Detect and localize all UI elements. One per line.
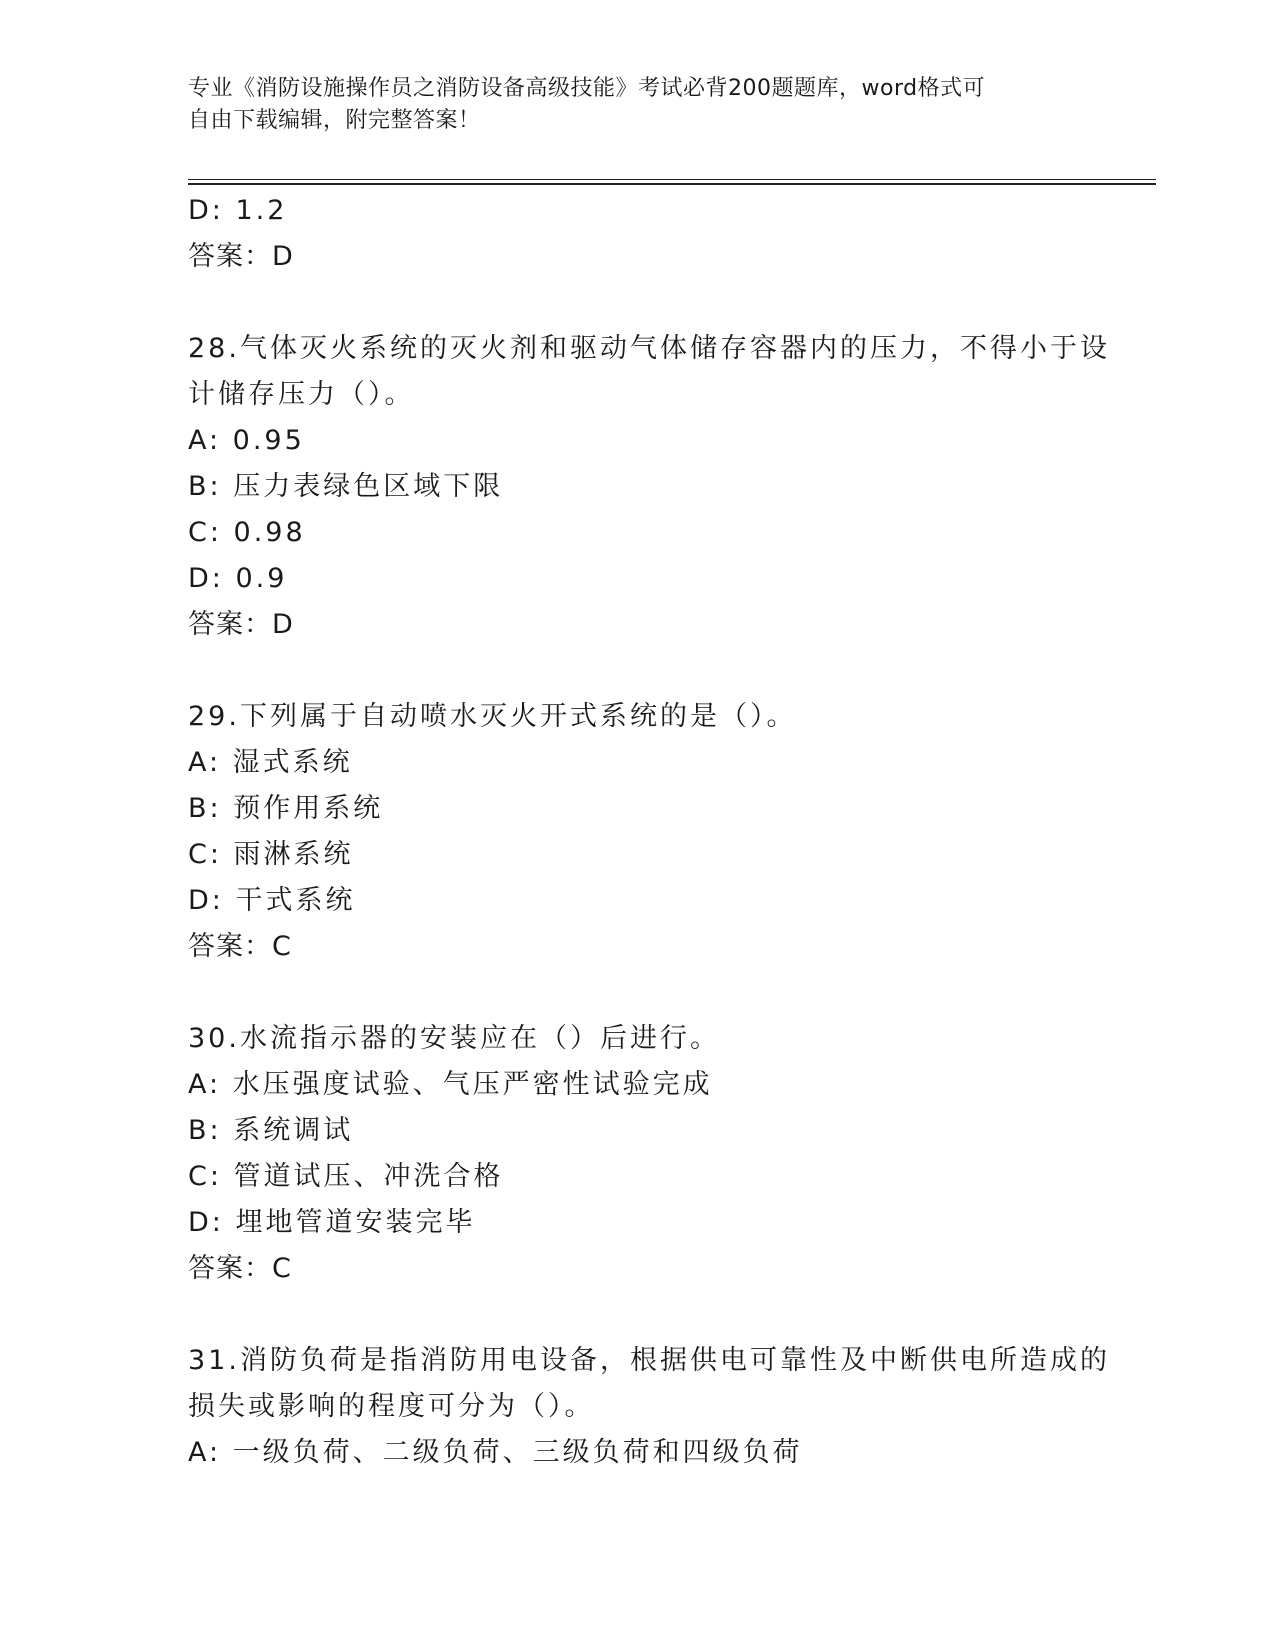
answer-line: 答案：D — [188, 241, 294, 272]
question-stem-cont: 计储存压力（）。 — [188, 379, 415, 410]
option-c: C: 雨淋系统 — [188, 839, 354, 870]
spacer — [188, 280, 1088, 326]
spacer — [188, 1292, 1088, 1338]
question-stem: 28.气体灭火系统的灭火剂和驱动气体储存容器内的压力，不得小于设 — [188, 333, 1110, 364]
option-c: C: 管道试压、冲洗合格 — [188, 1161, 504, 1192]
option-b: B: 预作用系统 — [188, 793, 384, 824]
option-d: D: 埋地管道安装完毕 — [188, 1207, 476, 1238]
option-c: C: 0.98 — [188, 517, 306, 548]
header-line-1: 专业《消防设施操作员之消防设备高级技能》考试必背200题题库，word格式可 — [188, 76, 986, 101]
option-a: A: 一级负荷、二级负荷、三级负荷和四级负荷 — [188, 1437, 803, 1468]
header-divider-thin — [188, 179, 1156, 180]
spacer — [188, 648, 1088, 694]
document-header — [188, 73, 1068, 137]
spacer — [188, 970, 1088, 1016]
option-d: D: 干式系统 — [188, 885, 356, 916]
answer-line: 答案：C — [188, 1253, 292, 1284]
answer-line: 答案：C — [188, 931, 292, 962]
option-b: B: 压力表绿色区域下限 — [188, 471, 504, 502]
question-stem-cont: 损失或影响的程度可分为（）。 — [188, 1391, 595, 1422]
option-d: D: 1.2 — [188, 195, 288, 226]
question-stem: 30.水流指示器的安装应在（）后进行。 — [188, 1023, 720, 1054]
answer-line: 答案：D — [188, 609, 294, 640]
question-stem: 29.下列属于自动喷水灭火开式系统的是（）。 — [188, 701, 797, 732]
question-stem: 31.消防负荷是指消防用电设备，根据供电可靠性及中断供电所造成的 — [188, 1345, 1110, 1376]
option-d: D: 0.9 — [188, 563, 288, 594]
option-a: A: 水压强度试验、气压严密性试验完成 — [188, 1069, 713, 1100]
question-list — [188, 188, 1110, 1476]
option-a: A: 湿式系统 — [188, 747, 353, 778]
header-line-2: 自由下载编辑，附完整答案！ — [188, 108, 481, 133]
option-a: A: 0.95 — [188, 425, 305, 456]
option-b: B: 系统调试 — [188, 1115, 354, 1146]
header-divider-thick — [188, 183, 1156, 185]
